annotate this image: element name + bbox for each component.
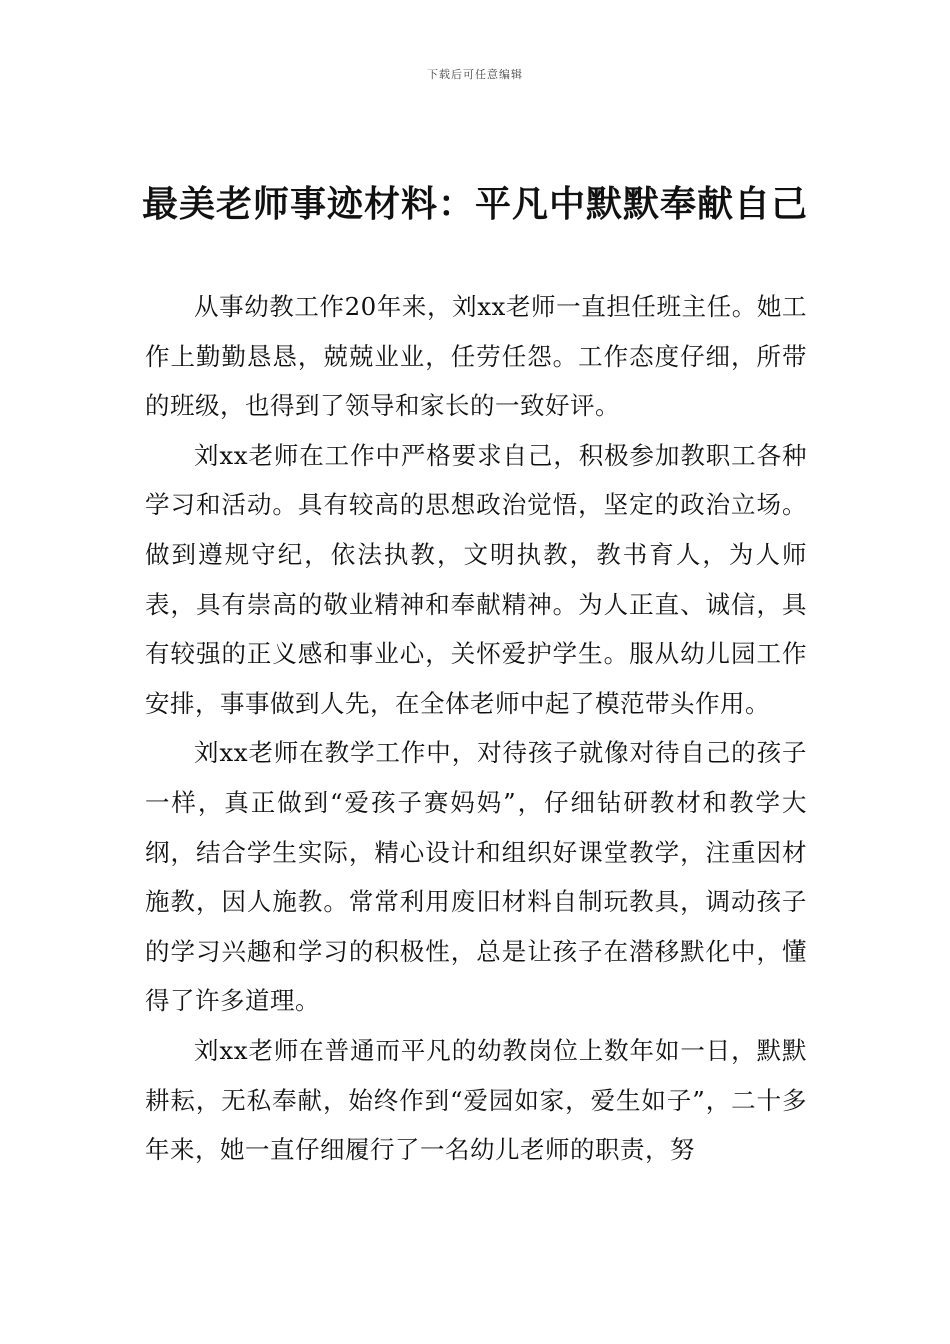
paragraph: 刘xx老师在普通而平凡的幼教岗位上数年如一日，默默耕耘，无私奉献，始终作到“爱园如家，爱生如子”，二十多年来，她一直仔细履行了一名幼儿老师的职责，努: [145, 1035, 807, 1165]
paragraph: 从事幼教工作20年来，刘xx老师一直担任班主任。她工作上勤勤恳恳，兢兢业业，任劳任怨。工作态度仔细，所带的班级，也得到了领导和家长的一致好评。: [145, 292, 807, 421]
header-note: 下载后可任意编辑: [427, 68, 523, 81]
document-title: 最美老师事迹材料：平凡中默默奉献自己: [141, 184, 808, 225]
paragraph: 刘xx老师在教学工作中，对待孩子就像对待自己的孩子一样，真正做到“爱孩子赛妈妈”，仔细钻研教材和教学大纲，结合学生实际，精心设计和组织好课堂教学，注重因材施教，因人施教。常常利用废旧材料自制玩教具，调动孩子的学习兴趣和学习的积极性，总是让孩子在潜移默化中，懂得了许多道理。: [145, 738, 807, 1016]
document-body: [145, 282, 807, 1175]
paragraph: 刘xx老师在工作中严格要求自己，积极参加教职工各种学习和活动。具有较高的思想政治觉悟，坚定的政治立场。做到遵规守纪，依法执教，文明执教，教书育人，为人师表，具有崇高的敬业精神和奉献精神。为人正直、诚信，具有较强的正义感和事业心，关怀爱护学生。服从幼儿园工作安排，事事做到人先，在全体老师中起了模范带头作用。: [145, 440, 807, 718]
